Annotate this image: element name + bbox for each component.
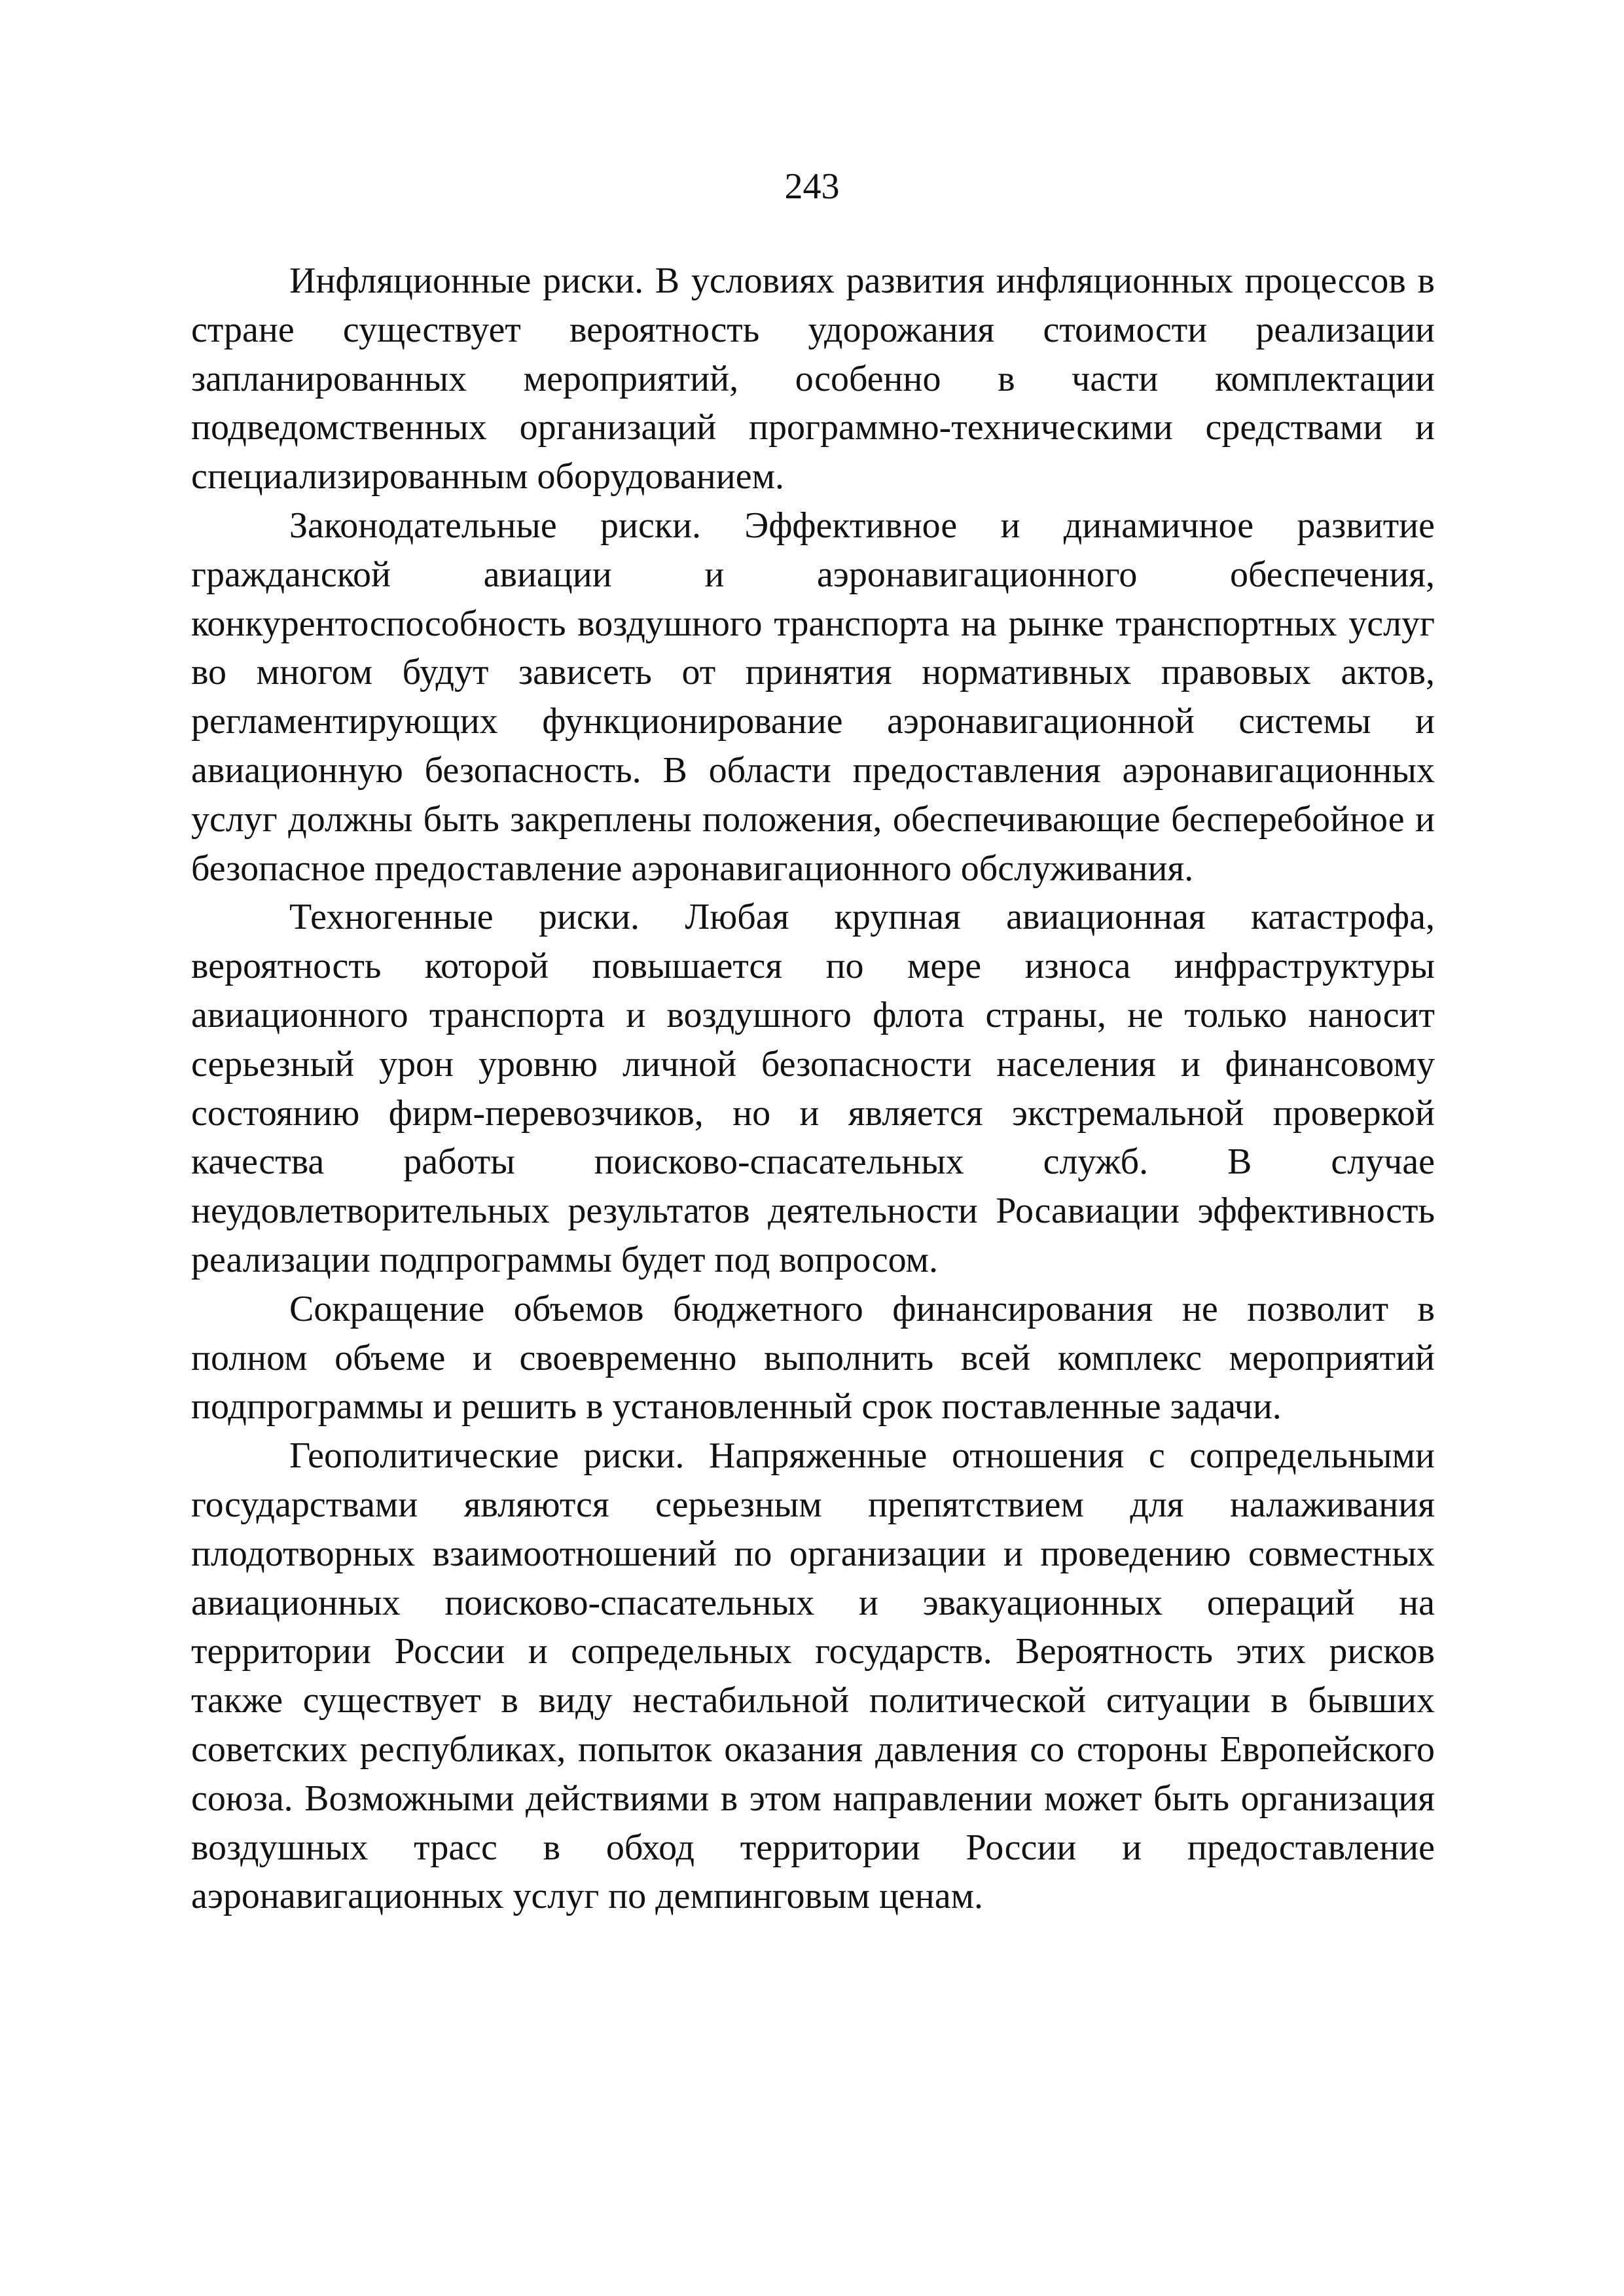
paragraph-geopolitical-risks: Геополитические риски. Напряженные отношения с сопредельными государствами являются серьезным препятствием для налаживания плодотворных взаимоотношений по организации и проведению совместных авиационных поисково-спасательных и эвакуационных операций на территории России и сопредельных государств. Вероятность этих рисков также существует в виду нестабильной политической ситуации в бывших советских республиках, попыток оказания давления со стороны Европейского союза. Возможными действиями в этом направлении может быть организация воздушных трасс в обход территории России и предоставление аэронавигационных услуг по демпинговым ценам.	[191, 1435, 1435, 1917]
paragraph-technogenic-risks: Техногенные риски. Любая крупная авиационная катастрофа, вероятность которой повышается по мере износа инфраструктуры авиационного транспорта и воздушного флота страны, не только наносит серьезный урон уровню личной безопасности населения и финансовому состоянию фирм-перевозчиков, но и является экстремальной проверкой качества работы поисково-спасательных служб. В случае неудовлетворительных результатов деятельности Росавиации эффективность реализации подпрограммы будет под вопросом.	[191, 897, 1435, 1280]
paragraph-legislative-risks: Законодательные риски. Эффективное и динамичное развитие гражданской авиации и аэронавигационного обеспечения, конкурентоспособность воздушного транспорта на рынке транспортных услуг во многом будут зависеть от принятия нормативных правовых актов, регламентирующих функционирование аэронавигационной системы и авиационную безопасность. В области предоставления аэронавигационных услуг должны быть закреплены положения, обеспечивающие бесперебойное и безопасное предоставление аэронавигационного обслуживания.	[191, 505, 1435, 889]
paragraph-budget-reduction: Сокращение объемов бюджетного финансирования не позволит в полном объеме и своевременно выполнить всей комплекс мероприятий подпрограммы и решить в установленный срок поставленные задачи.	[191, 1288, 1435, 1427]
body-text	[191, 257, 1435, 1921]
paragraph-inflation-risks: Инфляционные риски. В условиях развития инфляционных процессов в стране существует вероятность удорожания стоимости реализации запланированных мероприятий, особенно в части комплектации подведомственных организаций программно-техническими средствами и специализированным оборудованием.	[191, 260, 1435, 497]
page-number: 243	[784, 166, 840, 207]
